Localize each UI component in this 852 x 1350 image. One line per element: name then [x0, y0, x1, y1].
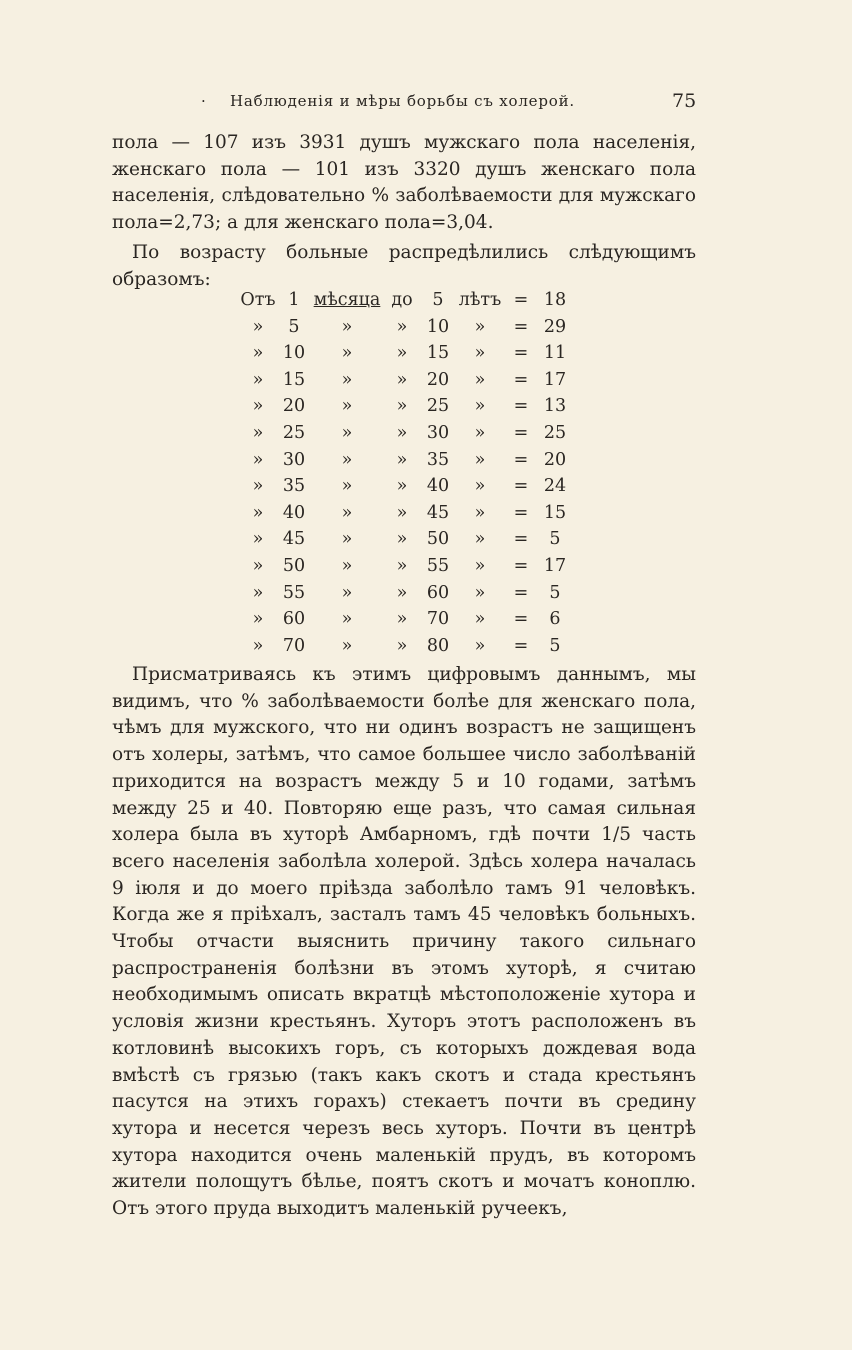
cell-mid: » [341, 316, 353, 337]
cell-eq: = [513, 609, 529, 630]
cell-a: 55 [282, 582, 306, 603]
cell-eq: = [513, 582, 529, 603]
cell-a: 30 [282, 449, 306, 470]
cell-q3: » [474, 635, 486, 656]
cell-q3: » [474, 396, 486, 417]
cell-b: 70 [426, 609, 450, 630]
cell-b: 45 [426, 502, 450, 523]
cell-from: » [252, 582, 264, 603]
table-row [0, 503, 852, 530]
running-title: Наблюденія и мѣры борьбы съ холерой. [230, 92, 575, 110]
cell-b: 35 [426, 449, 450, 470]
table-row [0, 476, 852, 503]
cell-from: » [252, 422, 264, 443]
cell-from: Отъ [240, 290, 276, 310]
cell-mid: мѣсяца [313, 290, 381, 310]
cell-q2: » [396, 502, 408, 523]
table-row [0, 290, 852, 317]
cell-b: 25 [426, 396, 450, 417]
cell-a: 60 [282, 609, 306, 630]
cell-v: 25 [543, 422, 567, 443]
table-row [0, 556, 852, 583]
cell-a: 35 [282, 476, 306, 497]
cell-a: 1 [288, 290, 300, 310]
table-row [0, 636, 852, 663]
cell-q3: » [474, 609, 486, 630]
cell-q3: » [474, 343, 486, 364]
cell-q3: » [474, 316, 486, 337]
cell-eq: = [513, 422, 529, 443]
cell-v: 13 [543, 396, 567, 417]
cell-b: 60 [426, 582, 450, 603]
cell-mid: » [341, 502, 353, 523]
cell-a: 5 [288, 316, 300, 337]
cell-b: 80 [426, 635, 450, 656]
cell-eq: = [513, 369, 529, 390]
table-row [0, 370, 852, 397]
table-row [0, 343, 852, 370]
cell-v: 5 [549, 635, 561, 656]
running-header [0, 90, 852, 116]
cell-from: » [252, 476, 264, 497]
cell-eq: = [513, 449, 529, 470]
table-row [0, 317, 852, 344]
cell-mid: » [341, 529, 353, 550]
cell-a: 20 [282, 396, 306, 417]
cell-q3: » [474, 449, 486, 470]
cell-from: » [252, 609, 264, 630]
cell-from: » [252, 449, 264, 470]
cell-a: 45 [282, 529, 306, 550]
cell-from: » [252, 529, 264, 550]
cell-q2: » [396, 609, 408, 630]
cell-eq: = [513, 476, 529, 497]
cell-from: » [252, 343, 264, 364]
cell-q2: до [391, 290, 413, 310]
cell-q3: » [474, 422, 486, 443]
cell-eq: = [513, 316, 529, 337]
cell-eq: = [513, 396, 529, 417]
cell-eq: = [513, 555, 529, 576]
cell-a: 10 [282, 343, 306, 364]
cell-v: 17 [543, 369, 567, 390]
cell-q2: » [396, 449, 408, 470]
table-row [0, 450, 852, 477]
cell-a: 50 [282, 555, 306, 576]
cell-from: » [252, 316, 264, 337]
cell-q2: » [396, 316, 408, 337]
cell-v: 5 [549, 529, 561, 550]
table-row [0, 609, 852, 636]
cell-q3: » [474, 555, 486, 576]
cell-q2: » [396, 555, 408, 576]
cell-v: 20 [543, 449, 567, 470]
cell-b: 30 [426, 422, 450, 443]
age-distribution-table [0, 290, 852, 662]
cell-q2: » [396, 635, 408, 656]
cell-q2: » [396, 582, 408, 603]
cell-b: 55 [426, 555, 450, 576]
cell-eq: = [513, 635, 529, 656]
cell-mid: » [341, 343, 353, 364]
cell-q2: » [396, 343, 408, 364]
cell-q2: » [396, 369, 408, 390]
cell-q2: » [396, 529, 408, 550]
cell-q2: » [396, 476, 408, 497]
cell-mid: » [341, 396, 353, 417]
cell-b: 50 [426, 529, 450, 550]
paragraph-continued: пола — 107 изъ 3931 душъ мужскаго пола населенія, женскаго пола — 101 изъ 3320 душъ женскаго пола населенія, слѣдовательно % заболѣваемости для мужскаго пола=2,73; а для женскаго пола=3,04. [112, 132, 696, 233]
cell-mid: » [341, 609, 353, 630]
cell-q3: » [474, 502, 486, 523]
cell-v: 24 [543, 476, 567, 497]
cell-from: » [252, 502, 264, 523]
cell-a: 40 [282, 502, 306, 523]
cell-mid: » [341, 635, 353, 656]
cell-b: 20 [426, 369, 450, 390]
table-row [0, 396, 852, 423]
cell-from: » [252, 635, 264, 656]
cell-eq: = [513, 290, 529, 310]
page-number: 75 [672, 90, 697, 112]
cell-q3: » [474, 476, 486, 497]
table-row [0, 583, 852, 610]
cell-mid: » [341, 449, 353, 470]
cell-eq: = [513, 502, 529, 523]
cell-q3: лѣтъ [458, 290, 502, 310]
cell-q3: » [474, 582, 486, 603]
cell-mid: » [341, 555, 353, 576]
cell-eq: = [513, 343, 529, 364]
cell-a: 25 [282, 422, 306, 443]
cell-from: » [252, 369, 264, 390]
paragraph-conclusions: Присматриваясь къ этимъ цифровымъ даннымъ, мы видимъ, что % заболѣваемости болѣе для женскаго пола, чѣмъ для мужского, что ни одинъ возрастъ не защищенъ отъ холеры, затѣмъ, что самое большее число заболѣваній приходится на возрастъ между 5 и 10 годами, затѣмъ между 25 и 40. Повторяю еще разъ, что самая сильная холера была въ хуторѣ Амбарномъ, гдѣ почти 1/5 часть всего населенія заболѣла холерой. Здѣсь холера началась 9 іюля и до моего пріѣзда заболѣло тамъ 91 человѣкъ. Когда же я пріѣхалъ, засталъ тамъ 45 человѣкъ больныхъ. Чтобы отчасти выяснить причину такого сильнаго распространенія болѣзни въ этомъ хуторѣ, я считаю необходимымъ описать вкратцѣ мѣстоположеніе хутора и условія жизни крестьянъ. Хуторъ этотъ расположенъ въ котловинѣ высокихъ горъ, съ которыхъ дождевая вода вмѣстѣ съ грязью (такъ какъ скотъ и стада крестьянъ пасутся на этихъ горахъ) стекаетъ почти въ средину хутора и несется черезъ весь хуторъ. Почти въ центрѣ хутора находится очень маленькій прудъ, въ которомъ жители полощутъ бѣлье, поятъ скотъ и мочатъ коноплю. Отъ этого пруда выходитъ маленькій ручеекъ, [112, 664, 696, 1220]
cell-b: 40 [426, 476, 450, 497]
cell-v: 29 [543, 316, 567, 337]
cell-q3: » [474, 529, 486, 550]
table-row [0, 529, 852, 556]
table-row [0, 423, 852, 450]
cell-b: 5 [432, 290, 444, 310]
cell-mid: » [341, 422, 353, 443]
header-dot: · [201, 92, 206, 110]
cell-b: 10 [426, 316, 450, 337]
paragraph-age-intro: По возрасту больные распредѣлились слѣдующимъ образомъ: [112, 242, 696, 290]
cell-a: 70 [282, 635, 306, 656]
cell-eq: = [513, 529, 529, 550]
cell-v: 11 [543, 343, 567, 364]
cell-mid: » [341, 369, 353, 390]
cell-v: 18 [543, 290, 567, 310]
cell-v: 15 [543, 502, 567, 523]
cell-a: 15 [282, 369, 306, 390]
cell-from: » [252, 555, 264, 576]
cell-from: » [252, 396, 264, 417]
cell-q2: » [396, 396, 408, 417]
cell-q3: » [474, 369, 486, 390]
cell-v: 5 [549, 582, 561, 603]
cell-v: 6 [549, 609, 561, 630]
cell-mid: » [341, 476, 353, 497]
cell-mid: » [341, 582, 353, 603]
cell-b: 15 [426, 343, 450, 364]
cell-v: 17 [543, 555, 567, 576]
cell-q2: » [396, 422, 408, 443]
